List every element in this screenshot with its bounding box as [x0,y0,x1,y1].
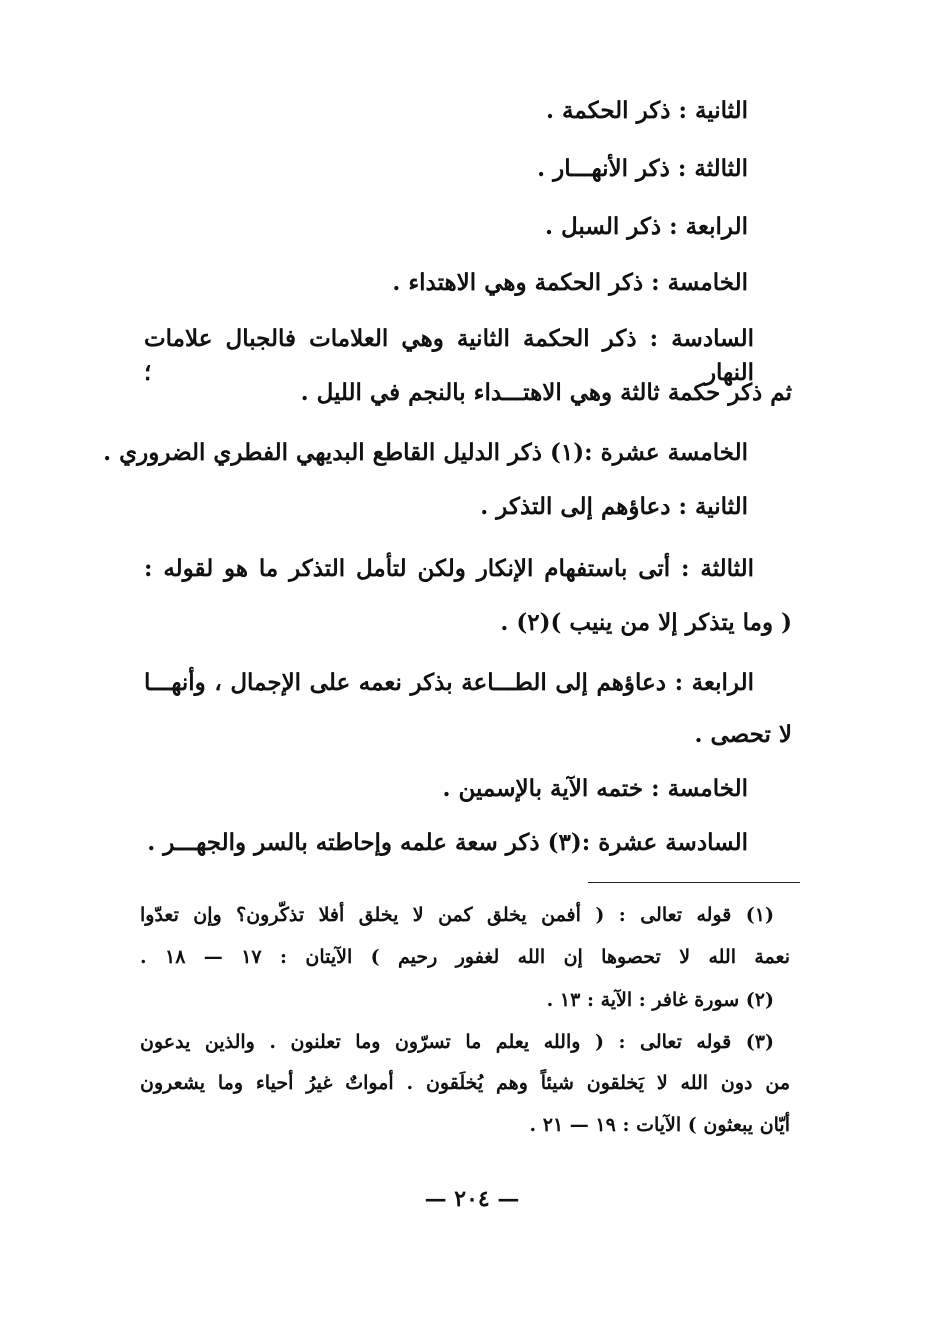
main-line-8: الثانية : دعاؤهم إلى التذكر . [480,493,748,520]
main-line-12: لا تحصى . [694,721,792,748]
main-line-6: ثم ذكر حكمة ثالثة وهي الاهتـــداء بالنجم في الليل . [300,379,792,406]
page-number: — ٢٠٤ — [424,1186,520,1212]
footnote-line-3: (٢) سورة غافر : الآية : ١٣ . [546,989,774,1011]
main-line-2: الثالثة : ذكر الأنهـــار . [537,155,748,182]
footnote-line-5: من دون الله لا يَخلقون شيئاً وهم يُخلَقون . أمواتٌ غيرُ أحياء وما يشعرون [140,1072,790,1094]
footnote-line-4: (٣) قوله تعالى : ( والله يعلم ما تسرّون وما تعلنون . والذين يدعون [140,1031,774,1053]
main-line-10: ( وما يتذكر إلا من ينيب )(٢) . [500,609,792,636]
footnote-line-6: أيّان يبعثون ) الآيات : ١٩ — ٢١ . [529,1114,790,1136]
main-line-5: السادسة : ذكر الحكمة الثانية وهي العلامات فالجبال علامات النهار ؛ [144,325,754,386]
footnote-line-2: نعمة الله لا تحصوها إن الله لغفور رحيم ) الآيتان : ١٧ — ١٨ . [140,946,790,968]
footnote-separator [588,882,800,883]
main-line-3: الرابعة : ذكر السبل . [545,213,748,240]
main-line-4: الخامسة : ذكر الحكمة وهي الاهتداء . [392,269,748,296]
main-line-1: الثانية : ذكر الحكمة . [545,97,748,124]
main-line-13: الخامسة : ختمه الآية بالإسمين . [442,775,748,802]
footnote-line-1: (١) قوله تعالى : ( أفمن يخلق كمن لا يخلق أفلا تذكّرون؟ وإن تعدّوا [140,904,774,926]
main-line-9: الثالثة : أتى باستفهام الإنكار ولكن لتأمل التذكر ما هو لقوله : [144,555,754,582]
main-line-14: السادسة عشرة :(٣) ذكر سعة علمه وإحاطته بالسر والجهـــر . [147,829,748,856]
main-line-7: الخامسة عشرة :(١) ذكر الدليل القاطع البديهي الفطري الضروري . [103,439,748,466]
main-line-11: الرابعة : دعاؤهم إلى الطـــاعة بذكر نعمه على الإجمال ، وأنهـــا [144,669,754,696]
